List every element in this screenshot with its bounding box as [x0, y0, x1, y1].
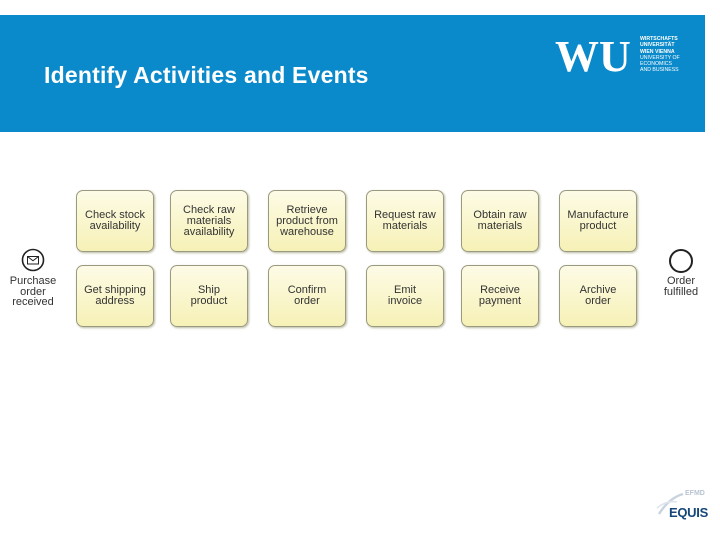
- end-event-icon: [668, 248, 694, 274]
- task-label: Request raw materials: [374, 209, 436, 232]
- task-receive-payment[interactable]: [461, 265, 539, 327]
- message-start-event-icon: [21, 248, 45, 272]
- task-obtain-raw-materials[interactable]: [461, 190, 539, 252]
- wu-logo-line: UNIVERSITY OF: [640, 54, 680, 61]
- task-emit-invoice[interactable]: [366, 265, 444, 327]
- task-check-raw-materials-availability[interactable]: [170, 190, 248, 252]
- wu-logo: [555, 33, 695, 103]
- task-confirm-order[interactable]: [268, 265, 346, 327]
- page-title: Identify Activities and Events: [44, 62, 369, 88]
- task-label: Retrieve product from warehouse: [276, 203, 338, 238]
- task-retrieve-product-from-warehouse[interactable]: [268, 190, 346, 252]
- task-label: Receive payment: [478, 284, 522, 307]
- task-label: Check stock availability: [85, 209, 145, 232]
- wu-logo-mark: WU: [555, 33, 631, 77]
- start-event-label: Purchase order received: [9, 275, 57, 308]
- task-label: Get shipping address: [84, 284, 146, 307]
- task-label: Confirm order: [287, 284, 327, 307]
- end-event-label: Order fulfilled: [663, 275, 699, 298]
- wu-logo-line: WIRTSCHAFTS: [640, 36, 678, 42]
- equis-label: EQUIS: [669, 505, 708, 520]
- task-archive-order[interactable]: [559, 265, 637, 327]
- wu-logo-text: [640, 36, 680, 74]
- wu-logo-line: AND BUSINESS: [640, 67, 679, 74]
- task-label: Archive order: [579, 284, 617, 307]
- task-ship-product[interactable]: [170, 265, 248, 327]
- equis-logo: [655, 490, 710, 528]
- task-label: Check raw materials availability: [183, 203, 235, 238]
- wu-logo-line: ECONOMICS: [640, 61, 672, 68]
- wu-logo-line: WIEN VIENNA: [640, 48, 675, 55]
- task-check-stock-availability[interactable]: [76, 190, 154, 252]
- task-label: Obtain raw materials: [473, 209, 527, 232]
- task-label: Emit invoice: [387, 284, 423, 307]
- task-label: Ship product: [190, 284, 228, 307]
- task-manufacture-product[interactable]: [559, 190, 637, 252]
- efmd-label: EFMD: [685, 490, 705, 497]
- wu-logo-icon: [555, 33, 641, 77]
- task-label: Manufacture product: [567, 209, 629, 232]
- task-get-shipping-address[interactable]: [76, 265, 154, 327]
- wu-logo-line: UNIVERSITÄT: [640, 42, 675, 49]
- task-request-raw-materials[interactable]: [366, 190, 444, 252]
